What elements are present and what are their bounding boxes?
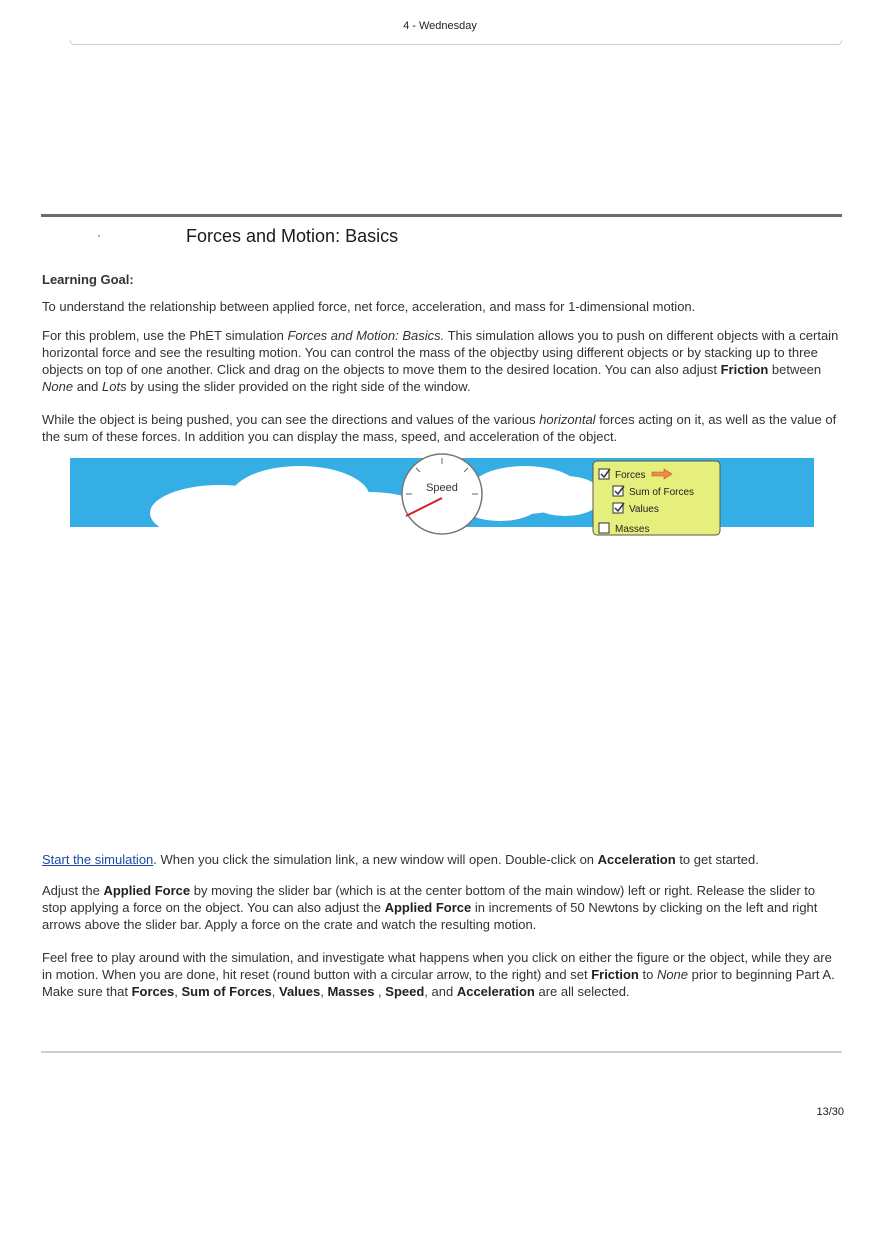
page-header-title: 4 - Wednesday [403,20,477,32]
learning-goal-heading: Learning Goal: [42,272,134,287]
speed-label: Speed [426,482,458,494]
sim-name: Forces and Motion: Basics. [287,328,445,343]
section-bottom-rule [41,1051,842,1053]
speedometer-icon [402,454,482,534]
section-top-rule [41,214,842,217]
forces-description-paragraph: While the object is being pushed, you can see the directions and values of the various horizontal forces acting on it, as well as the value of the sum of these forces. In addition you can display the mass, speed, and acceleration of the object. [42,412,837,444]
adjust-paragraph: Adjust the Applied Force by moving the slider bar (which is at the center bottom of the main window) left or right. Release the slider to stop applying a force on the object. You can also adjust the Applied Force in increments of 50 Newtons by clicking on the left and right arrows above the slider bar. Apply a force on the crate and watch the resulting motion. [42,883,818,932]
simulation-preview-graphic [70,458,814,535]
values-checkbox[interactable] [613,503,659,515]
sum-of-forces-label: Sum of Forces [629,487,695,498]
simulation-screenshot [70,458,814,535]
masses-checkbox[interactable] [599,523,649,535]
masses-label: Masses [615,524,650,535]
checkbox-panel [593,461,720,535]
intro-paragraph: For this problem, use the PhET simulation Forces and Motion: Basics. This simulation allows you to push on different objects with a certain horizontal force and see the resulting motion. You can control the mass of the objectby using different objects or by stacking up to three objects on top of one another. Click and drag on the objects to move them to the desired location. You can also adjust Friction between None and Lots by using the slider provided on the right side of the window. [42,328,839,394]
header-divider [70,40,842,45]
section-bullet: · [97,228,101,242]
section-title: Forces and Motion: Basics [186,226,399,246]
start-simulation-link[interactable]: Start the simulation [42,852,154,867]
values-label: Values [629,504,659,515]
forces-checkbox-label: Forces [615,470,646,481]
page-number: 13/30 [816,1106,844,1118]
instructions-paragraph: Feel free to play around with the simulation, and investigate what happens when you click on either the figure or the object, while they are in motion. When you are done, hit reset (round button with a circular arrow, to the right) and set Friction to None prior to beginning Part A. Make sure that Forces, Sum of Forces, Values, Masses , Speed, and Acceleration are all selected. [42,950,835,999]
start-paragraph: Start the simulation. When you click the simulation link, a new window will open. Double-click on Acceleration to get started. [42,852,759,867]
learning-goal-text: To understand the relationship between applied force, net force, acceleration, and mass for 1-dimensional motion. [42,299,696,314]
